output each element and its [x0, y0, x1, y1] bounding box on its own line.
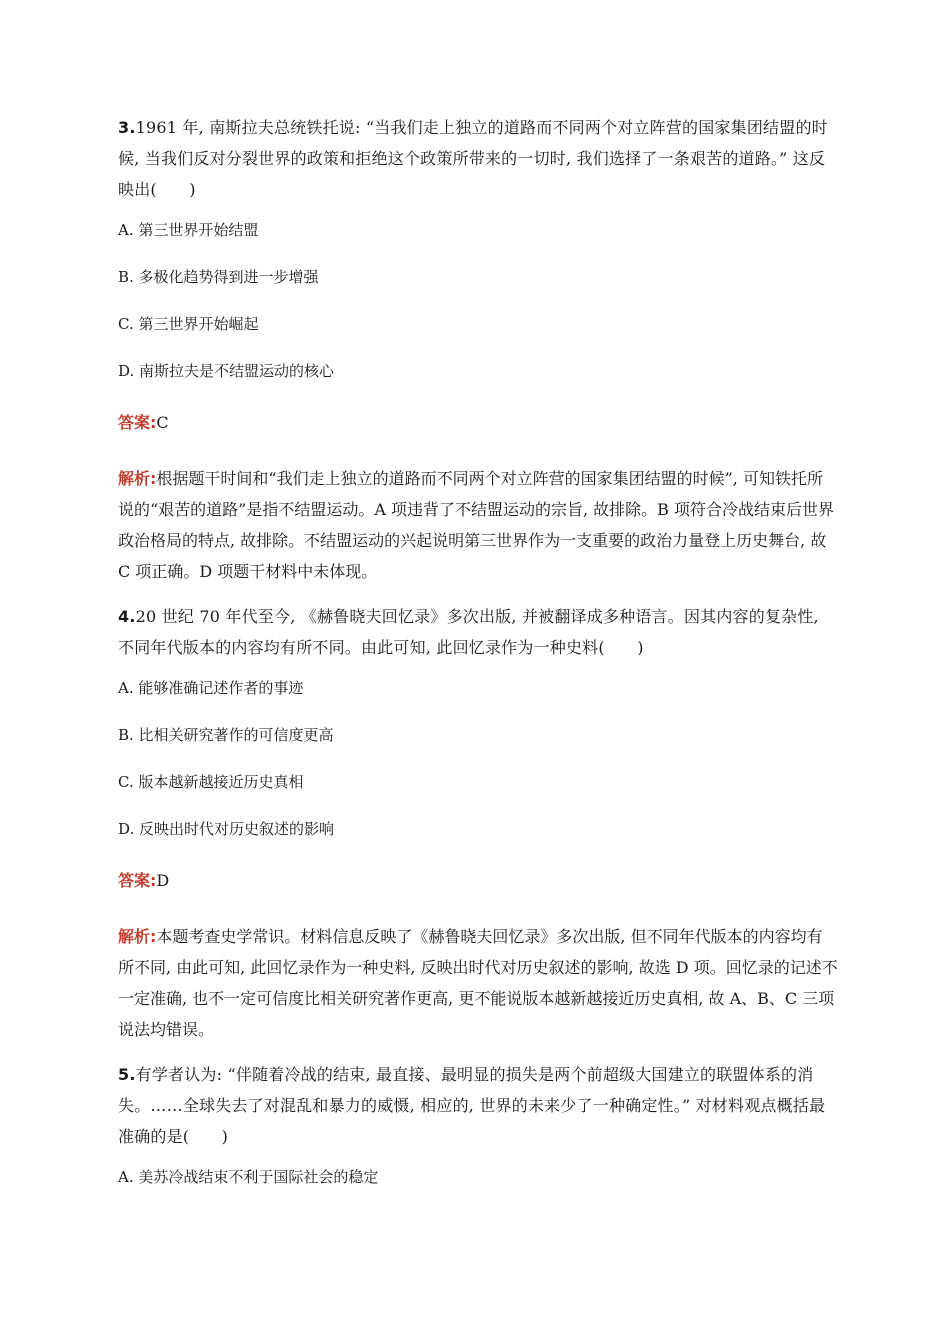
option-c: C. 版本越新越接近历史真相: [118, 773, 304, 791]
analysis-text: 根据题干时间和“我们走上独立的道路而不同两个对立阵营的国家集团结盟的时候”, 可知铁托所说的“艰苦的道路”是指不结盟运动。A 项违背了不结盟运动的宗旨, 故排除。B 项符合冷战结束后世界政治格局的特点, 故排除。不结盟运动的兴起说明第三世界作为一支重要的政治力量登上历史舞台, 故 C 项正确。D 项题干材料中未体现。: [118, 469, 835, 581]
analysis-paragraph: [118, 921, 838, 1045]
option-d: D. 南斯拉夫是不结盟运动的核心: [118, 362, 335, 380]
analysis-text: 本题考查史学常识。材料信息反映了《赫鲁晓夫回忆录》多次出版, 但不同年代版本的内容均有所不同, 由此可知, 此回忆录作为一种史料, 反映出时代对历史叙述的影响, 故选 D 项。回忆录的记述不一定准确, 也不一定可信度比相关研究著作更高, 更不能说版本越新越接近历史真相, 故 A、B、C 三项说法均错误。: [118, 927, 838, 1039]
question-number: 3.: [118, 118, 136, 137]
answer-label: 答案:: [118, 871, 157, 890]
question-text: 有学者认为: “伴随着冷战的结束, 最直接、最明显的损失是两个前超级大国建立的联盟体系的消失。……全球失去了对混乱和暴力的威慑, 相应的, 世界的未来少了一种确定性。” 对材料观点概括最准确的是( ): [118, 1065, 826, 1146]
analysis-label: 解析:: [118, 927, 157, 946]
answer-value: C: [156, 413, 169, 432]
question-stem: [118, 601, 838, 663]
analysis-paragraph: [118, 463, 838, 587]
question-5: [118, 1059, 838, 1188]
option-b: B. 多极化趋势得到进一步增强: [118, 268, 319, 286]
question-4: [118, 601, 838, 1045]
question-text: 20 世纪 70 年代至今, 《赫鲁晓夫回忆录》多次出版, 并被翻译成多种语言。因其内容的复杂性, 不同年代版本的内容均有所不同。由此可知, 此回忆录作为一种史料( ): [118, 607, 819, 657]
answer-line: [118, 407, 838, 438]
question-number: 4.: [118, 607, 136, 626]
option-a: A. 能够准确记述作者的事迹: [118, 679, 304, 697]
question-stem: [118, 112, 838, 205]
analysis-label: 解析:: [118, 469, 157, 488]
document-page: [118, 112, 838, 1213]
question-stem: [118, 1059, 838, 1152]
question-text: 1961 年, 南斯拉夫总统铁托说: “当我们走上独立的道路而不同两个对立阵营的国家集团结盟的时候, 当我们反对分裂世界的政策和拒绝这个政策所带来的一切时, 我们选择了一条艰苦的道路。” 这反映出( ): [118, 118, 828, 199]
answer-value: D: [156, 871, 170, 890]
question-3: [118, 112, 838, 587]
option-c: C. 第三世界开始崛起: [118, 315, 259, 333]
option-d: D. 反映出时代对历史叙述的影响: [118, 820, 335, 838]
option-a: A. 美苏冷战结束不利于国际社会的稳定: [118, 1168, 379, 1186]
option-a: A. 第三世界开始结盟: [118, 221, 259, 239]
option-b: B. 比相关研究著作的可信度更高: [118, 726, 334, 744]
answer-line: [118, 865, 838, 896]
answer-label: 答案:: [118, 413, 157, 432]
question-number: 5.: [118, 1065, 136, 1084]
